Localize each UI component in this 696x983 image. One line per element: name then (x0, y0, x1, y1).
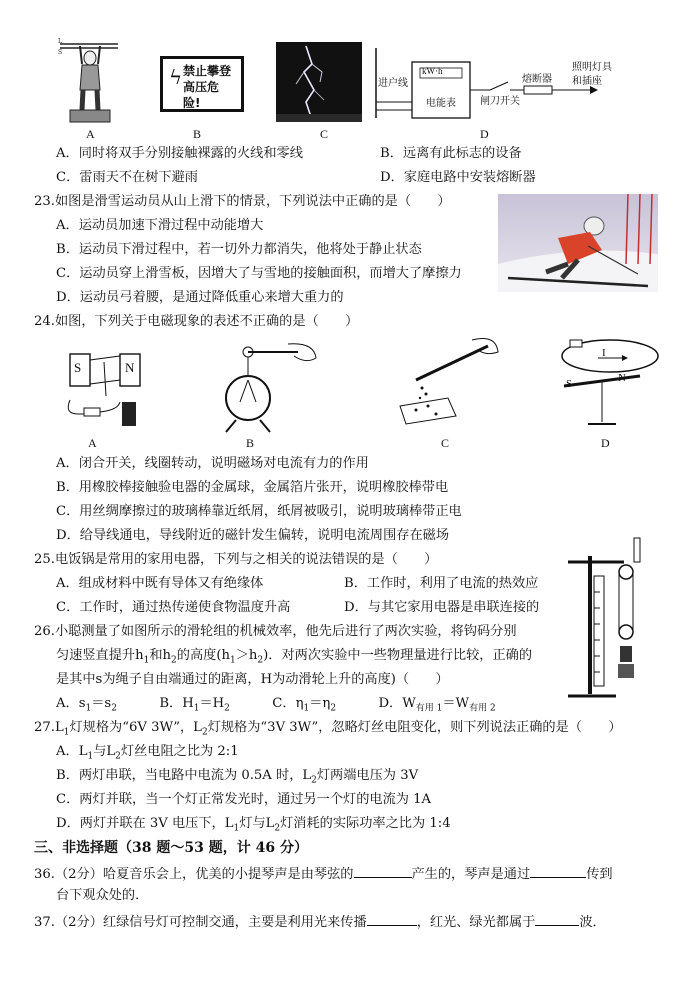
q37-blank-2[interactable] (535, 911, 579, 926)
q26-line1: 26.小聪测量了如图所示的滑轮组的机械效率，他先后进行了两次实验，将钩码分别 (34, 624, 517, 639)
figure-label-24d: D (601, 436, 610, 450)
q23-option-d: D．运动员弓着腰，是通过降低重心来增大重力的 (56, 290, 344, 305)
circuit-inlet-label: 进户线 (378, 78, 408, 89)
circuit-meter-label: 电能表 (426, 98, 456, 109)
q22-option-c: C．雷雨天不在树下避雨 (56, 170, 198, 185)
q27-stem-a: 27.L (34, 720, 64, 735)
q22-option-a: A．同时将双手分别接触裸露的火线和零线 (56, 146, 303, 161)
q26-option-c-text2: ＝η (309, 696, 331, 711)
q36-blank-2[interactable] (530, 863, 586, 878)
figure-label-22b: B (193, 127, 202, 141)
q25-option-a: A．组成材料中既有导体又有绝缘体 (56, 576, 264, 591)
q26-option-a-text2: ＝s (91, 696, 112, 711)
circuit-fuse-label: 熔断器 (522, 74, 552, 85)
sign-text-line2: 高压危险! (183, 80, 220, 110)
figure-26-pulley-apparatus (560, 536, 654, 702)
figure-24b-electroscope (218, 340, 328, 436)
q27-option-d-sub1: 1 (233, 823, 240, 834)
q26-sub-2b: 2 (257, 655, 264, 666)
q26-option-d-text: D．W (378, 696, 416, 711)
q27-option-a-1: A．L (56, 744, 88, 759)
q23-option-a: A．运动员加速下滑过程中动能增大 (56, 218, 264, 233)
q24-option-b: B．用橡胶棒接触验电器的金属球，金属箔片张开，说明橡胶棒带电 (56, 480, 449, 495)
q27-stem-c: 灯规格为“3V 3W”，忽略灯丝电阻变化，则下列说法正确的是（ ） (207, 720, 622, 735)
q26-option-a-sub2: 2 (111, 703, 117, 714)
figure-22c-lightning-photo (276, 42, 362, 122)
q23-option-b: B．运动员下滑过程中，若一切外力都消失，他将处于静止状态 (56, 242, 422, 257)
q26-line2-part-e: )．对两次实验中一些物理量进行比较，正确的 (263, 648, 533, 663)
q25-option-b: B．工作时，利用了电流的热效应 (344, 576, 539, 591)
q26-option-c-text: C．η (272, 696, 304, 711)
circuit-switch-label: 闸刀开关 (480, 96, 520, 107)
q26-option-a-sub1: 1 (85, 703, 92, 714)
figure-label-24b: B (246, 436, 255, 450)
q27-option-a-sub2: 2 (115, 751, 121, 762)
q22-option-d: D．家庭电路中安装熔断器 (380, 170, 536, 185)
q36-part-b: 产生的，琴声是通过 (411, 867, 531, 882)
q27-stem (34, 719, 622, 742)
figure-24d-needle-s: S (566, 378, 573, 390)
figure-24a-magnet-n: N (125, 360, 135, 375)
q25-option-d: D．与其它家用电器是串联连接的 (344, 600, 540, 615)
svg-text:L: L (58, 38, 62, 45)
q27-option-d-sub2: 2 (274, 823, 281, 834)
q36-part-c: 传到 (586, 867, 613, 882)
q27-option-a (56, 743, 239, 766)
q26-line3: 是其中s为绳子自由端通过的距离，H为动滑轮上升的高度)（ ） (56, 672, 449, 687)
figure-24c-glass-rod-paper (376, 336, 506, 426)
q22-option-b: B．远离有此标志的设备 (380, 146, 522, 161)
q26-sub-1b: 1 (229, 655, 236, 666)
q37-part-a: 37.（2分）红绿信号灯可控制交通，主要是利用光来传播 (34, 915, 367, 930)
q26-option-a (56, 696, 117, 714)
q36-line1 (34, 863, 613, 884)
q27-option-c: C．两灯并联，当一个灯正常发光时，通过另一个灯的电流为 1A (56, 792, 432, 807)
q27-option-d-1: D．两灯并联在 3V 电压下，L (56, 816, 234, 831)
q26-option-d-sub2: 有用 2 (469, 703, 496, 714)
q26-line2 (56, 647, 532, 670)
figure-24d-current-label: I (602, 347, 606, 359)
figure-22b-warning-sign (160, 56, 244, 112)
q26-option-b-sub2: 2 (224, 703, 230, 714)
lightning-icon: ϟ (169, 65, 183, 89)
q36-line2: 台下观众处的． (56, 888, 149, 903)
figure-24a-magnet-s: S (74, 360, 82, 375)
figure-label-24c: C (441, 436, 450, 450)
q26-options (56, 695, 496, 718)
q36-blank-1[interactable] (354, 863, 412, 878)
figure-label-24a: A (88, 436, 97, 450)
q36-part-a: 36.（2分）哈夏音乐会上，优美的小提琴声是由琴弦的 (34, 867, 354, 882)
sign-text-line1: 禁止攀登 (183, 64, 232, 78)
q27-option-d-3: 灯消耗的实际功率之比为 1:4 (280, 816, 451, 831)
figure-22d-household-circuit (376, 40, 646, 126)
figure-label-22d: D (480, 127, 489, 141)
q37-line (34, 911, 606, 932)
q23-stem: 23.如图是滑雪运动员从山上滑下的情景，下列说法中正确的是（ ） (34, 194, 451, 209)
q25-option-c: C．工作时，通过热传递使食物温度升高 (56, 600, 291, 615)
q27-option-d-2: 灯与L (239, 816, 275, 831)
svg-text:S: S (58, 49, 63, 56)
q26-option-d-sub1: 有用 1 (415, 703, 443, 714)
q27-option-b-1: B．两灯串联，当电路中电流为 0.5A 时，L (56, 768, 312, 783)
q37-blank-1[interactable] (367, 911, 417, 926)
q26-option-c-sub1: 1 (303, 703, 310, 714)
q26-option-b (159, 696, 230, 714)
q37-part-b: ，红光、绿光都属于 (416, 915, 536, 930)
q24-option-a: A．闭合开关，线圈转动，说明磁场对电流有力的作用 (56, 456, 369, 471)
q26-line2-part-d: ＞h (235, 648, 258, 663)
q26-line2-part-c: 的高度(h (176, 648, 230, 663)
q27-stem-sub2: 2 (201, 727, 208, 738)
figure-23-skier-photo (498, 194, 658, 292)
figure-22a-person-on-wires (58, 38, 120, 126)
q24-option-d: D．给导线通电，导线附近的磁针发生偏转，说明电流周围存在磁场 (56, 528, 450, 543)
q26-option-d-text2: ＝W (442, 696, 470, 711)
q27-stem-sub1: 1 (63, 727, 70, 738)
figure-label-22c: C (320, 127, 329, 141)
circuit-meter-unit-label: kW·h (422, 66, 443, 76)
q26-line2-part-b: 和h (149, 648, 172, 663)
q26-option-b-text: B．H (159, 696, 194, 711)
circuit-load-label-1: 照明灯具 (572, 62, 612, 73)
q27-option-d (56, 815, 451, 838)
q27-option-a-2: 与L (93, 744, 116, 759)
q23-option-c: C．运动员穿上滑雪板，因增大了与雪地的接触面积，而增大了摩擦力 (56, 266, 462, 281)
q27-option-a-3: 灯丝电阻之比为 2:1 (120, 744, 239, 759)
q26-sub-2a: 2 (171, 655, 177, 666)
q24-stem: 24.如图，下列关于电磁现象的表述不正确的是（ ） (34, 314, 359, 329)
q27-option-b-sub2: 2 (311, 775, 317, 786)
q27-option-a-sub1: 1 (87, 751, 94, 762)
q27-option-b-2: 灯两端电压为 3V (316, 768, 419, 783)
circuit-load-label-2: 和插座 (572, 76, 602, 87)
figure-label-22a: A (86, 127, 95, 141)
q26-option-a-text: A．s (56, 696, 86, 711)
q26-option-c (272, 696, 337, 714)
q26-option-d (378, 696, 496, 714)
figure-24a-motor-coil (60, 340, 160, 432)
q27-option-b (56, 767, 418, 790)
q26-option-b-text2: ＝H (199, 696, 225, 711)
q37-part-c: 波． (579, 915, 606, 930)
q24-option-c: C．用丝绸摩擦过的玻璃棒靠近纸屑，纸屑被吸引，说明玻璃棒带正电 (56, 504, 462, 519)
q26-sub-1a: 1 (143, 655, 150, 666)
q26-option-c-sub2: 2 (330, 703, 337, 714)
q25-stem: 25.电饭锅是常用的家用电器，下列与之相关的说法错误的是（ ） (34, 552, 438, 567)
q26-line2-part-a: 匀速竖直提升h (56, 648, 144, 663)
q27-stem-b: 灯规格为“6V 3W”，L (69, 720, 202, 735)
section-3-heading: 三、非选择题（38 题～53 题，计 46 分） (34, 840, 308, 856)
q26-option-b-sub1: 1 (193, 703, 200, 714)
figure-24d-needle-n: N (618, 372, 626, 384)
